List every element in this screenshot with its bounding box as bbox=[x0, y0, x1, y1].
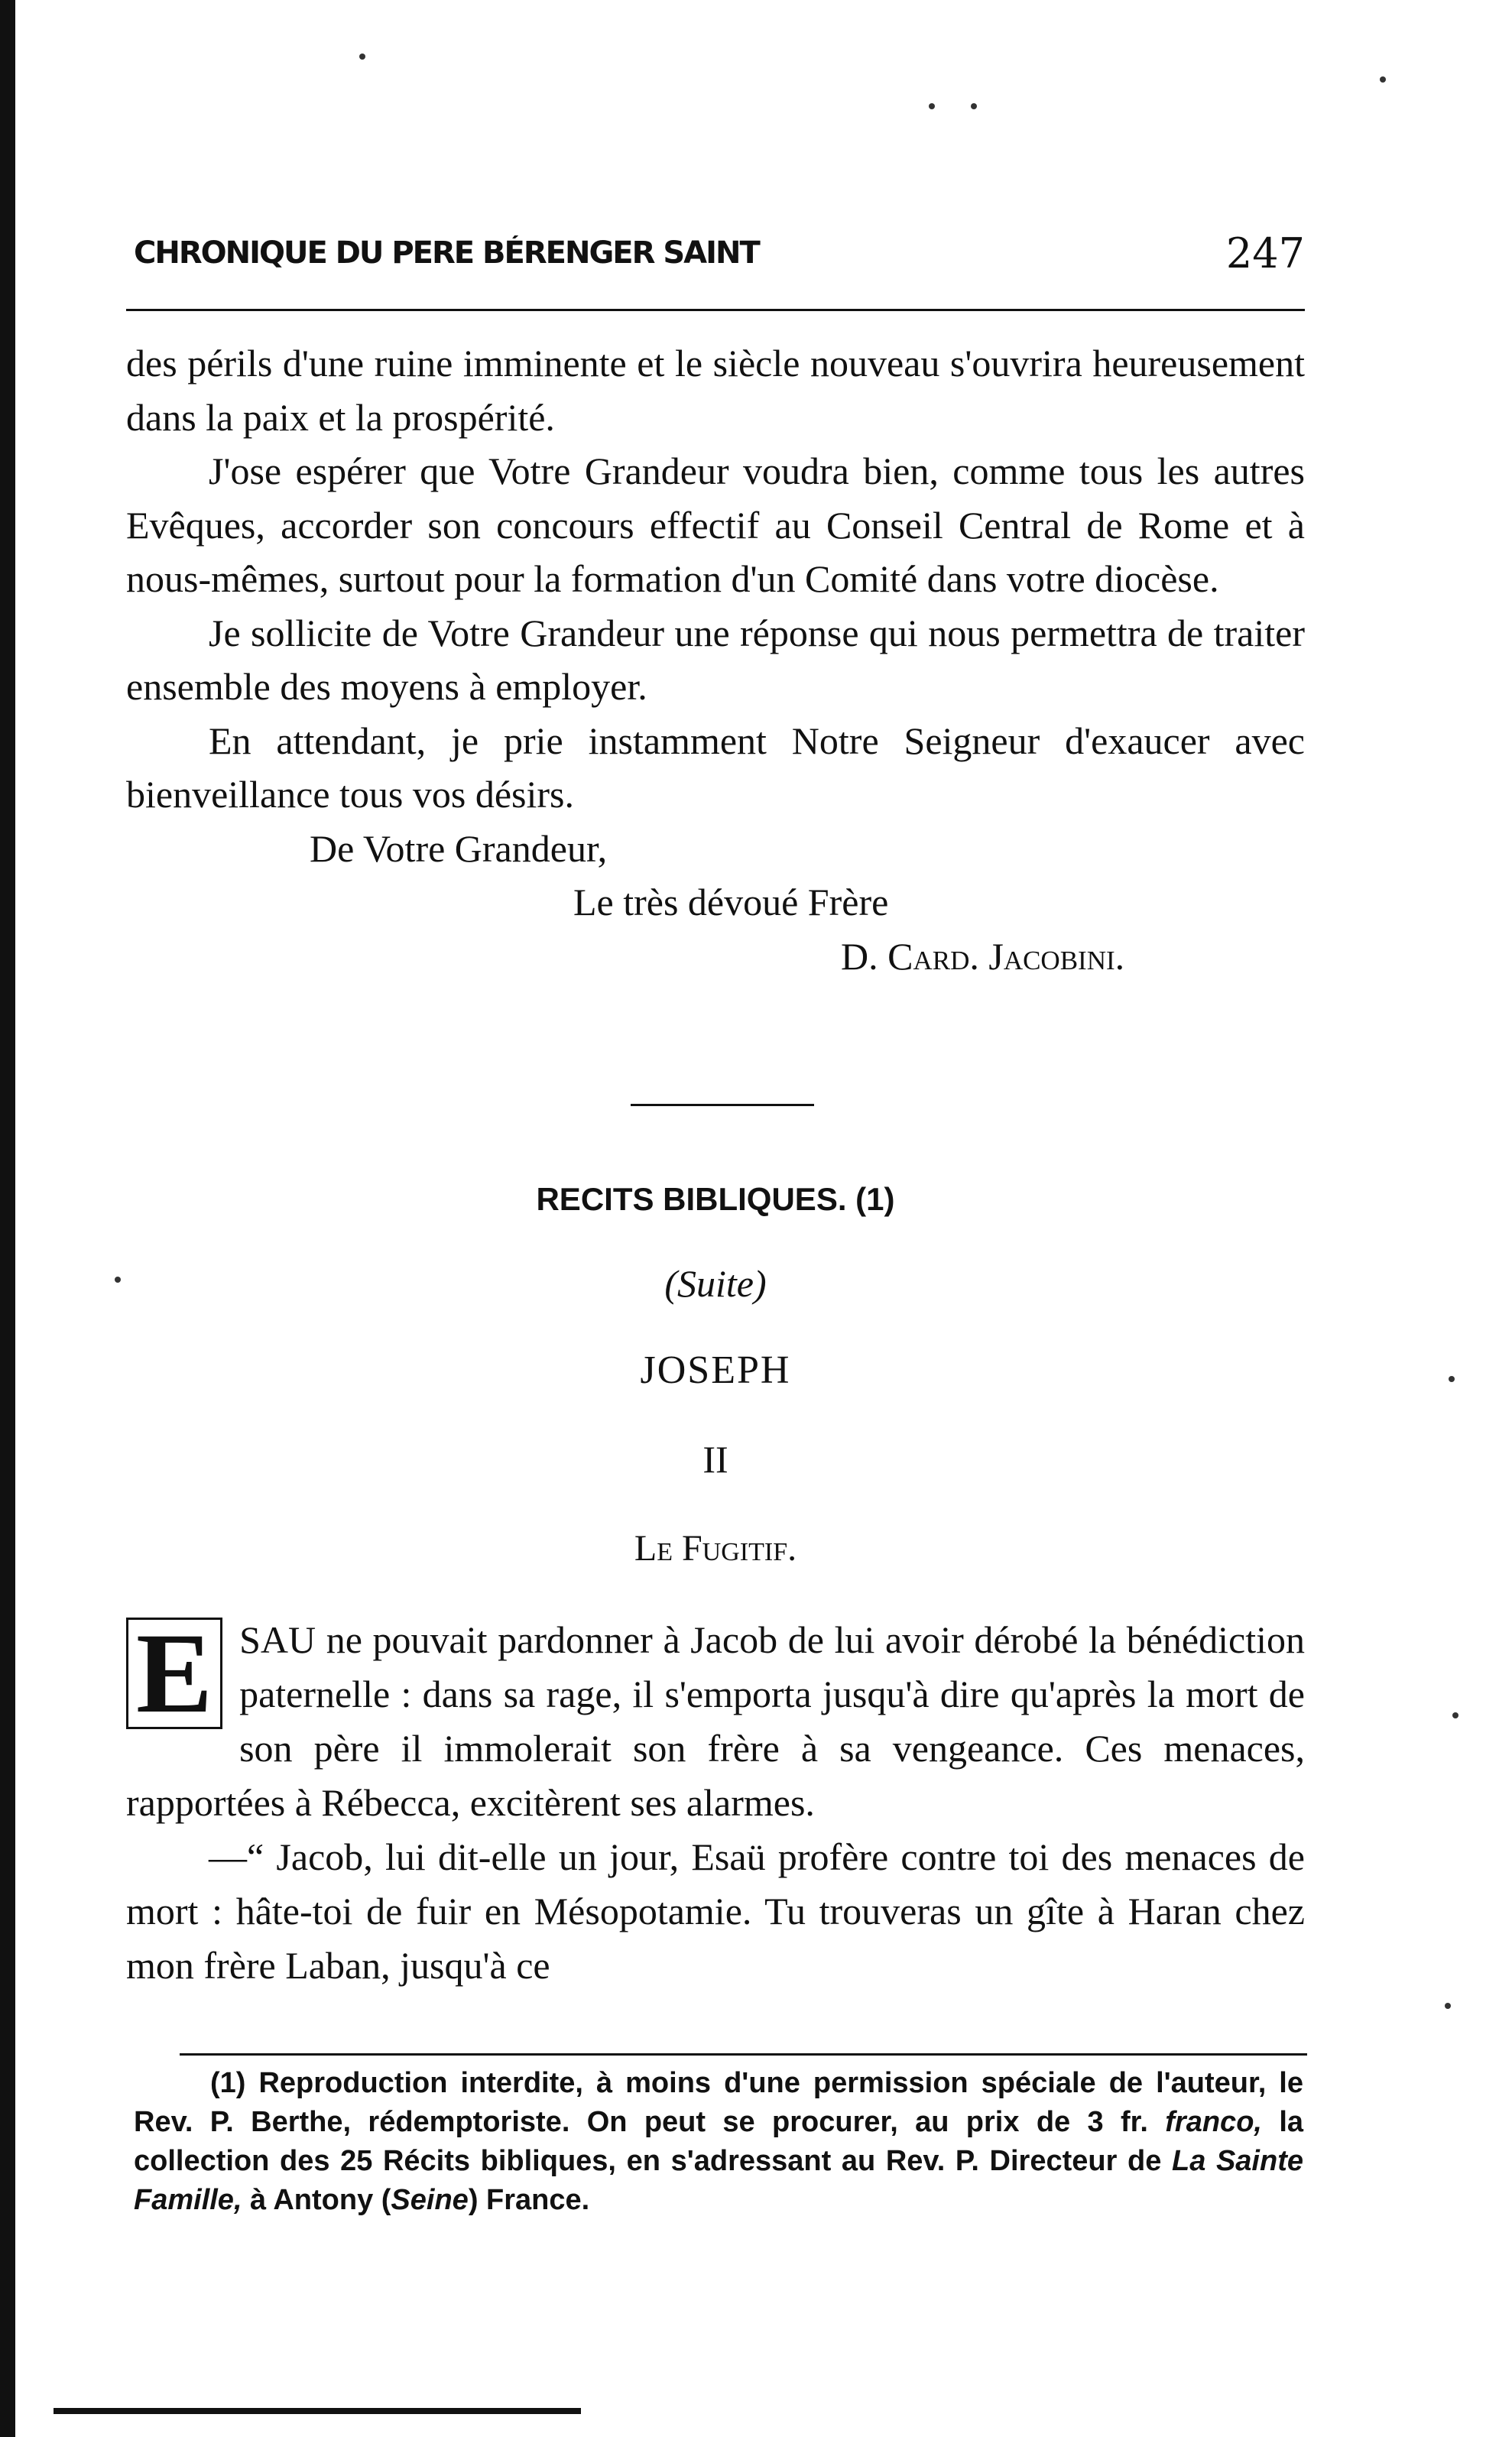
scan-speck bbox=[971, 103, 977, 109]
letter-paragraph: J'ose espérer que Votre Grandeur voudra bien, comme tous les autres Evêques, accorder son concours effectif au Conseil Central de Rome et à nous-mêmes, surtout pour la formation d'un Comité dans votre diocèse. bbox=[126, 449, 1305, 600]
page-bottom-mark bbox=[54, 2408, 581, 2414]
footnote-italic: Seine bbox=[391, 2184, 469, 2216]
footnote-text: (1) Reproduction interdite, à moins d'une permission spéciale de l'auteur, le Rev. P. Berthe, rédemptoriste. On peut se procurer, au prix de 3 fr. bbox=[134, 2067, 1303, 2138]
footnote-text: la collection des 25 Récits bibliques, en s'adressant au Rev. P. Directeur de bbox=[134, 2106, 1304, 2177]
section-title: RECITS BIBLIQUES. (1) bbox=[536, 1181, 895, 1217]
running-header bbox=[126, 229, 1305, 283]
letter-paragraph: Je sollicite de Votre Grandeur une réponse qui nous permettra de traiter ensemble des moyens à employer. bbox=[126, 611, 1305, 708]
footnote-text: à Antony ( bbox=[242, 2184, 391, 2216]
section-suite: (Suite) bbox=[664, 1262, 767, 1305]
scan-speck bbox=[115, 1277, 121, 1283]
footnote-italic: franco, bbox=[1165, 2106, 1262, 2138]
header-rule bbox=[126, 309, 1305, 311]
letter-body bbox=[126, 336, 1305, 983]
scan-speck bbox=[1449, 1376, 1455, 1382]
story-paragraph: —“ Jacob, lui dit-elle un jour, Esaü profère contre toi des menaces de mort : hâte-toi de fuir en Mésopotamie. Tu trouveras un gîte à Haran chez mon frère Laban, jusqu'à ce bbox=[126, 1835, 1305, 1987]
letter-paragraph: des périls d'une ruine imminente et le siècle nouveau s'ouvrira heureusement dans la paix et la prospérité. bbox=[126, 342, 1305, 439]
scan-speck bbox=[359, 54, 365, 60]
footnote-italic: La Sainte Famille, bbox=[134, 2145, 1303, 2216]
section-divider bbox=[631, 1104, 814, 1106]
running-head-ornament: CHRONIQUE DU PERE BÉRENGER SAINT bbox=[134, 235, 759, 271]
letter-signature: D. Card. Jacobini. bbox=[841, 934, 1125, 978]
letter-paragraph: En attendant, je prie instamment Notre Seigneur d'exaucer avec bienveillance tous vos désirs. bbox=[126, 719, 1305, 816]
binding-edge bbox=[0, 0, 15, 2437]
letter-closing-phrase: Le très dévoué Frère bbox=[573, 881, 889, 923]
story-paragraph: SAU ne pouvait pardonner à Jacob de lui avoir dérobé la bénédiction paternelle : dans sa rage, il s'emporta jusqu'à dire qu'après la mort de son père il immolerait son frère à sa vengeance. Ces menaces, rapportées à Rébecca, excitèrent ses alarmes. bbox=[126, 1618, 1305, 1824]
scan-speck bbox=[1452, 1712, 1458, 1718]
scan-speck bbox=[929, 103, 935, 109]
chapter-title: JOSEPH bbox=[640, 1348, 791, 1392]
chapter-number: II bbox=[702, 1438, 728, 1481]
page-number: 247 bbox=[1225, 229, 1305, 277]
story-body bbox=[126, 1610, 1305, 1993]
letter-closing-salutation: De Votre Grandeur, bbox=[310, 826, 608, 870]
footnote bbox=[134, 2064, 1303, 2220]
scan-speck bbox=[1380, 76, 1386, 83]
footnote-text: ) France. bbox=[468, 2184, 590, 2216]
footnote-rule bbox=[180, 2053, 1307, 2056]
chapter-subtitle: Le Fugitif. bbox=[634, 1528, 797, 1569]
scan-speck bbox=[1445, 2003, 1451, 2009]
drop-cap: E bbox=[126, 1618, 222, 1729]
